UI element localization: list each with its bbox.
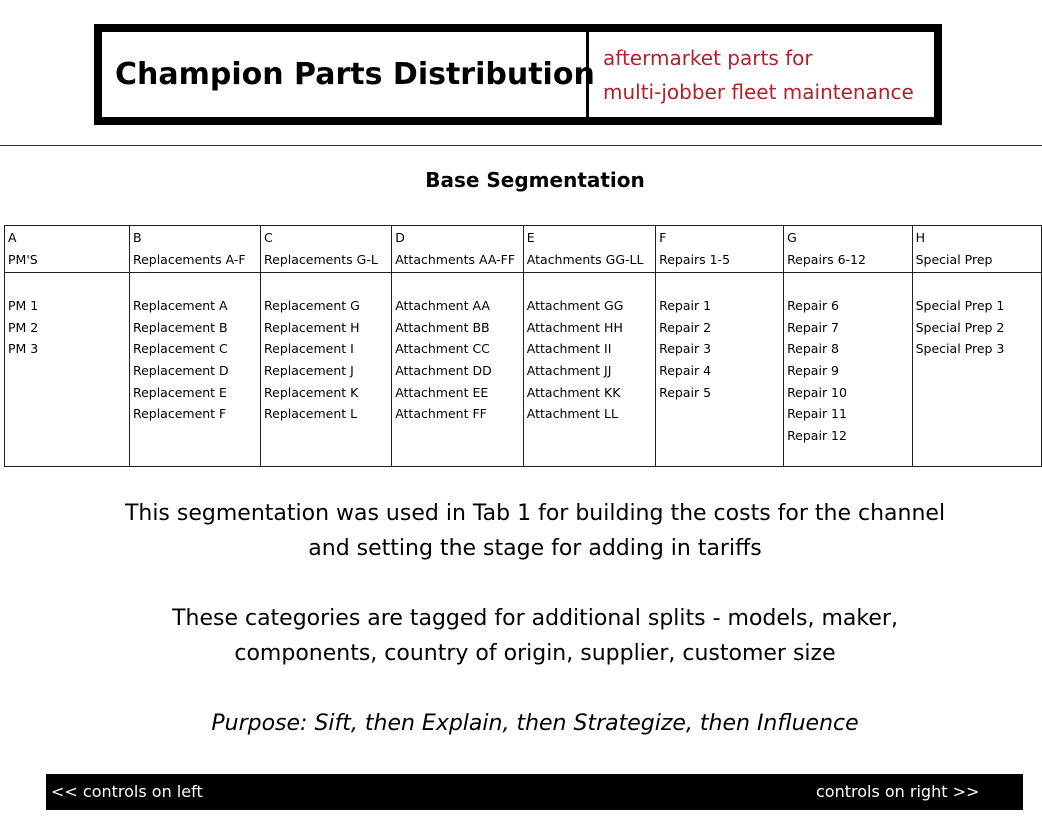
column-title: PM'S (8, 251, 38, 267)
list-item: Attachment AA (395, 298, 490, 314)
column-header-col-h (912, 226, 1041, 273)
controls-right-button[interactable]: controls on right >> (816, 782, 980, 801)
list-item: Repair 12 (787, 427, 847, 443)
note-paragraph-2 (0, 601, 1042, 671)
list-item: Repair 6 (787, 298, 840, 314)
column-header-col-e (523, 226, 655, 273)
list-item: Replacement B (132, 319, 228, 335)
column-items-col-d (392, 273, 524, 467)
column-header-col-a (5, 226, 130, 273)
section-title: Base Segmentation (425, 168, 645, 192)
list-item: PM 2 (8, 319, 39, 335)
list-item: Replacement J (264, 362, 354, 378)
column-items-col-b (129, 273, 260, 467)
list-item: Attachment KK (526, 384, 621, 400)
list-item: Repair 11 (787, 406, 847, 422)
column-letter: F (659, 230, 667, 245)
list-item: Replacement K (264, 384, 359, 400)
segmentation-table (4, 225, 1042, 467)
note-paragraph-1 (0, 496, 1042, 566)
list-item: Repair 9 (787, 362, 840, 378)
column-letter: D (395, 230, 405, 245)
table-header-row (5, 226, 1042, 273)
list-item: Repair 1 (659, 298, 712, 314)
list-item: Replacement H (264, 319, 360, 335)
list-item: Special Prep 2 (915, 319, 1005, 335)
column-title: Repairs 6-12 (787, 251, 866, 267)
list-item: PM 3 (8, 341, 39, 357)
header-inner (102, 32, 934, 117)
column-items-col-f (656, 273, 784, 467)
column-items-col-a (5, 273, 130, 467)
list-item: Repair 7 (787, 319, 840, 335)
list-item: PM 1 (8, 298, 39, 314)
note-2-line-2: components, country of origin, supplier, customer size (234, 641, 836, 666)
tagline (589, 32, 934, 117)
column-header-col-b (129, 226, 260, 273)
list-item: Replacement A (132, 298, 228, 314)
list-item: Repair 4 (659, 362, 712, 378)
column-header-col-g (784, 226, 913, 273)
list-item: Special Prep 3 (915, 341, 1005, 357)
header-banner (94, 24, 942, 125)
column-title: Attachments AA-FF (395, 251, 516, 267)
list-item: Replacement I (264, 341, 354, 357)
header-divider (0, 145, 1042, 146)
list-item: Attachment DD (395, 362, 492, 378)
purpose-statement: Purpose: Sift, then Explain, then Strategize, then Influence (211, 711, 859, 736)
column-letter: B (132, 230, 142, 245)
column-letter: E (526, 230, 535, 245)
column-title: Repairs 1-5 (659, 251, 731, 267)
list-item: Replacement D (132, 362, 229, 378)
column-items-col-e (523, 273, 655, 467)
list-item: Replacement L (264, 406, 358, 422)
column-letter: A (8, 230, 17, 245)
list-item: Replacement E (132, 384, 227, 400)
column-title: Replacements G-L (264, 251, 378, 267)
tagline-line-1: aftermarket parts for (603, 46, 813, 70)
column-items-col-c (261, 273, 392, 467)
column-title: Replacements A-F (132, 251, 246, 267)
list-item: Replacement G (264, 298, 360, 314)
list-item: Attachment EE (395, 384, 489, 400)
controls-bar (46, 774, 1023, 810)
list-item: Attachment GG (526, 298, 624, 314)
list-item: Special Prep 1 (915, 298, 1005, 314)
column-letter: C (264, 230, 273, 245)
column-items-col-h (912, 273, 1041, 467)
list-item: Attachment II (526, 341, 612, 357)
company-name: Champion Parts Distribution (102, 32, 589, 117)
list-item: Attachment BB (395, 319, 490, 335)
column-header-col-f (656, 226, 784, 273)
list-item: Repair 5 (659, 384, 712, 400)
list-item: Replacement C (132, 341, 228, 357)
column-title: Atachments GG-LL (526, 251, 644, 267)
note-1-line-2: and setting the stage for adding in tariffs (308, 536, 762, 561)
tagline-line-2: multi-jobber fleet maintenance (603, 80, 914, 104)
column-letter: H (915, 230, 926, 245)
list-item: Attachment CC (395, 341, 490, 357)
note-1-line-1: This segmentation was used in Tab 1 for building the costs for the channel (124, 501, 946, 526)
column-header-col-d (392, 226, 524, 273)
list-item: Attachment JJ (526, 362, 612, 378)
column-items-col-g (784, 273, 913, 467)
list-item: Attachment HH (526, 319, 623, 335)
list-item: Repair 8 (787, 341, 840, 357)
list-item: Repair 3 (659, 341, 712, 357)
table-body-row (5, 273, 1042, 467)
column-header-col-c (261, 226, 392, 273)
list-item: Replacement F (132, 406, 227, 422)
list-item: Repair 2 (659, 319, 712, 335)
controls-left-button[interactable]: << controls on left (51, 782, 203, 801)
note-2-line-1: These categories are tagged for additional splits - models, maker, (172, 606, 898, 631)
list-item: Repair 10 (787, 384, 847, 400)
list-item: Attachment FF (395, 406, 487, 422)
column-title: Special Prep (915, 251, 993, 267)
column-letter: G (787, 230, 797, 245)
list-item: Attachment LL (526, 406, 618, 422)
